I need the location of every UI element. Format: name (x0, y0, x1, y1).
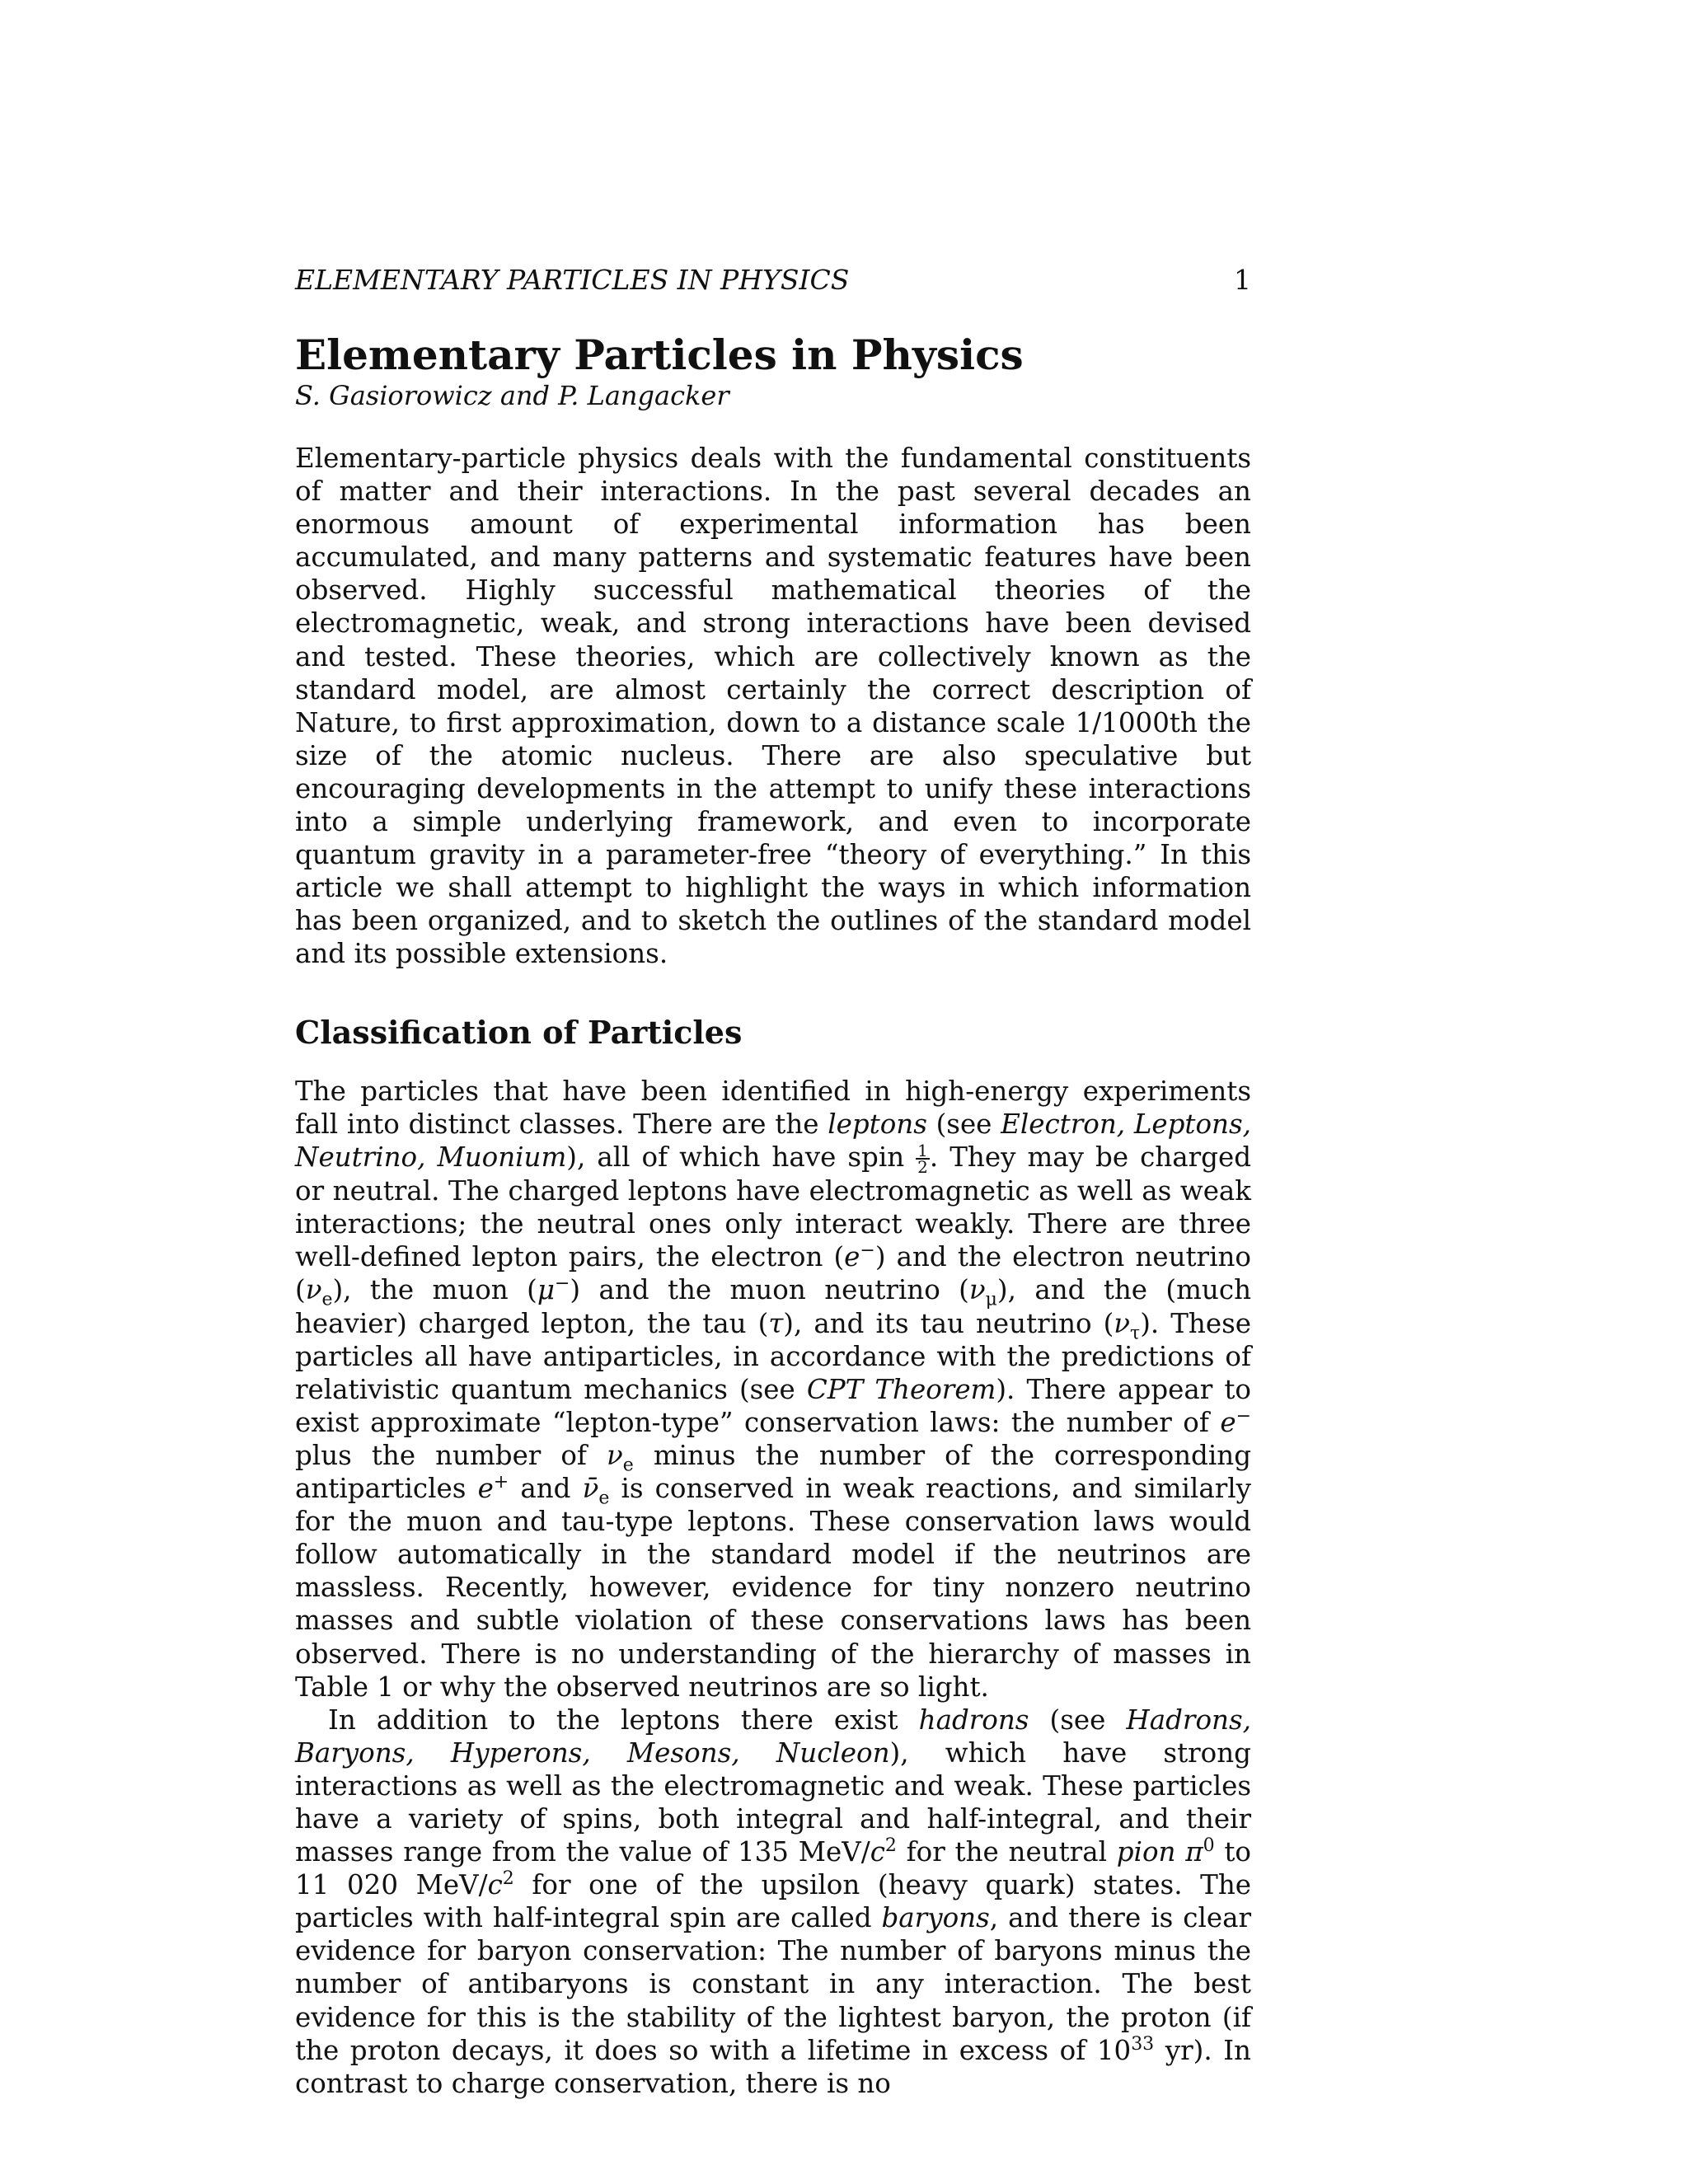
superscript: 33 (1131, 2033, 1155, 2055)
text-run: ), which have strong interactions as well as the electromagnetic and weak. These particles have a variety of spins, both integral and half-integral, and their masses range from the value of 135 MeV/ (295, 1736, 1251, 1868)
superscript: − (1236, 1406, 1251, 1427)
superscript: − (860, 1240, 875, 1262)
math-symbol: ν (305, 1274, 322, 1306)
text-run: (see (1029, 1704, 1127, 1736)
text-run: for the neutral (896, 1836, 1117, 1868)
math-symbol: ν (1114, 1307, 1131, 1339)
abstract-paragraph: Elementary-particle physics deals with the fundamental constituents of matter and their interactions. In the past several decades an enormous amount of experimental information has been accumulated, and many patterns and systematic features have been observed. Highly successful mathematical theories of the electromagnetic, weak, and strong interactions have been devised and tested. These theories, which are collectively known as the standard model, are almost certainly the correct description of Nature, to first approximation, down to a distance scale 1/1000th the size of the atomic nucleus. There are also speculative but encouraging developments in the attempt to unify these interactions into a simple underlying framework, and even to incorporate quantum gravity in a parameter-free “theory of everything.” In this article we shall attempt to highlight the ways in which information has been organized, and to sketch the outlines of the standard model and its possible extensions. (295, 443, 1251, 970)
text-run: to 11 020 MeV/ (295, 1836, 1251, 1901)
math-symbol: ν (968, 1274, 986, 1306)
text-run: ) and the muon neutrino ( (570, 1274, 969, 1306)
text-run: yr). In contrast to charge conservation, there is no (295, 2034, 1251, 2099)
superscript: − (554, 1273, 570, 1295)
text-run: ) and the electron neutrino ( (295, 1241, 1251, 1306)
fraction-one-half (916, 1141, 930, 1178)
text-run: for one of the upsilon (heavy quark) states. The particles with half-integral spin are called (295, 1869, 1251, 1934)
math-symbol: c (870, 1836, 885, 1868)
running-header (295, 264, 1251, 297)
superscript: 2 (884, 1835, 897, 1857)
subscript: e (622, 1455, 634, 1476)
fraction-denominator: 2 (917, 1157, 928, 1178)
text-run (1175, 1836, 1185, 1868)
math-symbol: τ (768, 1307, 784, 1339)
text-run: and (509, 1473, 583, 1505)
math-symbol: e (844, 1241, 860, 1273)
math-symbol: π (1185, 1836, 1203, 1868)
article-title: Elementary Particles in Physics (295, 330, 1024, 379)
document-page (295, 264, 1251, 2100)
text-run: , and there is clear evidence for baryon conservation: The number of baryons minus the number of antibaryons is constant in any interaction. The best evidence for this is the stability of the lightest baryon, the proton (if the proton decays, it does so with a lifetime in excess of 10 (295, 1902, 1251, 2066)
text-run: ), all of which have spin (566, 1141, 917, 1173)
text-run: minus the number of the corresponding antiparticles (295, 1439, 1251, 1505)
text-run: ). There appear to exist approximate “lepton-type” conservation laws: the number of (295, 1373, 1252, 1438)
math-symbol: ν̄ (582, 1473, 599, 1505)
text-run: (see (926, 1108, 1001, 1140)
subscript: τ (1130, 1323, 1141, 1344)
subscript: e (598, 1488, 610, 1509)
math-symbol: e (477, 1473, 494, 1505)
text-run: ). These particles all have antiparticles, in accordance with the predictions of relativistic quantum mechanics (see (295, 1307, 1251, 1405)
text-run: is conserved in weak reactions, and similarly for the muon and tau-type leptons. These conservation laws would follow automatically in the standard model if the neutrinos are massless. Recently, however, evidence for tiny nonzero neutrino masses and subtle violation of these conservations laws has been observed. There is no understanding of the hierarchy of masses in Table 1 or why the observed neutrinos are so light. (295, 1473, 1251, 1703)
body-paragraph-1 (295, 1075, 1251, 1704)
cross-reference: Hadrons, Baryons, Hyperons, Mesons, Nucleon (295, 1704, 1251, 1769)
running-title: ELEMENTARY PARTICLES IN PHYSICS (295, 264, 850, 296)
superscript: 2 (502, 1868, 514, 1890)
section-heading: Classification of Particles (295, 1013, 743, 1051)
superscript: + (493, 1472, 509, 1493)
math-symbol: μ (537, 1274, 555, 1306)
math-symbol: e (1220, 1406, 1236, 1438)
term-pion: pion (1116, 1836, 1176, 1868)
text-run: ), and the (much heavier) charged lepton, the tau ( (295, 1274, 1251, 1339)
cross-reference: Electron, Leptons, Neutrino, Muonium (295, 1108, 1252, 1173)
term-hadrons: hadrons (918, 1704, 1029, 1736)
term-baryons: baryons (881, 1902, 990, 1934)
fraction-numerator: 1 (917, 1141, 928, 1161)
math-symbol: c (487, 1869, 503, 1901)
superscript: 0 (1203, 1835, 1215, 1857)
subscript: e (321, 1289, 333, 1310)
text-run: . They may be charged or neutral. The charged leptons have electromagnetic as well as weak interactions; the neutral ones only interact weakly. There are three well-defined lepton pairs, the electron ( (295, 1141, 1251, 1273)
math-symbol: ν (607, 1439, 623, 1471)
page-number: 1 (1234, 264, 1251, 296)
term-leptons: leptons (828, 1108, 927, 1140)
subscript: μ (985, 1289, 997, 1310)
text-run: ), the muon ( (332, 1274, 537, 1306)
text-run: The particles that have been identified in high-energy experiments fall into distinct classes. There are the (295, 1075, 1251, 1140)
cross-reference: CPT Theorem (806, 1373, 996, 1405)
article-authors: S. Gasiorowicz and P. Langacker (295, 380, 729, 411)
text-run: In addition to the leptons there exist (328, 1704, 919, 1736)
body-paragraph-2 (295, 1704, 1251, 2100)
text-run: ), and its tau neutrino ( (783, 1307, 1114, 1339)
text-run: plus the number of (295, 1439, 607, 1471)
